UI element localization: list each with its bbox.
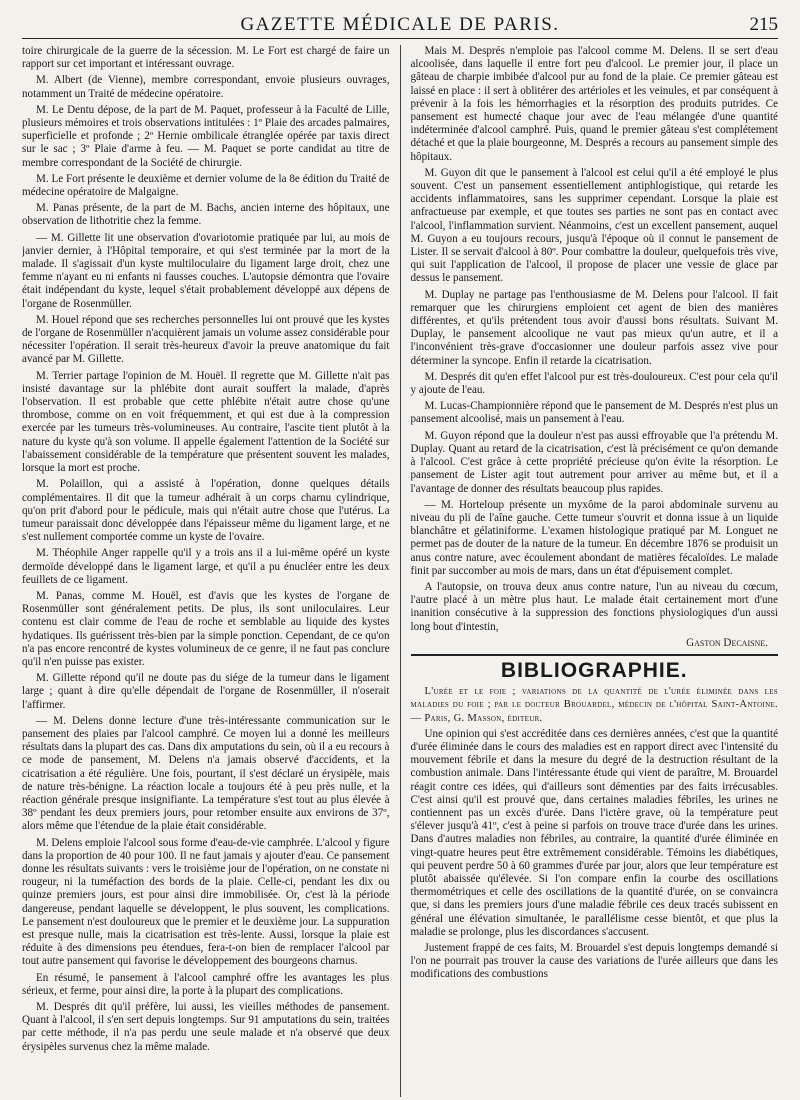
- bibliography-heading: BIBLIOGRAPHIE.: [500, 658, 688, 682]
- signature-text: Gaston Decaisne.: [686, 636, 768, 649]
- paragraph: M. Panas, comme M. Houël, est d'avis que les kystes de l'organe de Rosenmüller sont généralement petits. De plus, ils sont uniloculaires. Leur contenu est clair comme de l'eau de roche et semblable au liquide des kystes hydatiques. Ils guérissent très-bien par la simple ponction. Cependant, de ce qu'on n'a pas encore rencontré de kystes volumineux de ce genre, il ne faut pas conclure qu'il n'en puisse pas exister.: [22, 589, 390, 668]
- left-column: [22, 45, 400, 1097]
- paragraph: M. Duplay ne partage pas l'enthousiasme de M. Delens pour l'alcool. Il fait remarquer que les chirurgiens emploient cet agent de bien des manières différentes, et qu'ils prétendent tous avoir d'aussi bons résultats. Suivant M. Duplay, le pansement alcoolique ne vaut pas mieux qu'un autre, et il a l'inconvénient très-grave d'occasionner une douleur parfois assez vive pour déterminer la syncope. Enfin il retarde la cicatrisation.: [410, 288, 778, 367]
- paragraph: — M. Horteloup présente un myxôme de la paroi abdominale survenu au niveau du pli de l'aîne gauche. Cette tumeur s'ouvrit et donna issue à un liquide blanchâtre et gélatiniforme. L'examen histologique pratiqué par M. Longuet ne permet pas de douter de la nature de la tumeur. En décembre 1876 se produisit un anus contre nature, avec écoulement abondant de matières fécaloïdes. Le malade finit par succomber au mois de mars, dans un état d'épuisement complet.: [410, 498, 778, 577]
- paragraph: M. Panas présente, de la part de M. Bachs, ancien interne des hôpitaux, une observation de lithotritie chez la femme.: [22, 202, 390, 228]
- right-column: [400, 45, 779, 1097]
- paragraph: A l'autopsie, on trouva deux anus contre nature, l'un au niveau du cœcum, l'autre placé à un mètre plus haut. Le malade était certainement mort d'une inanition consécutive à la suppression des fonctions physiologiques d'un aussi long bout d'intestin,: [410, 580, 778, 633]
- paragraph: toire chirurgicale de la guerre de la sécession. M. Le Fort est chargé de faire un rapport sur cet important et intéressant ouvrage.: [22, 45, 390, 71]
- paragraph: — M. Delens donne lecture d'une très-intéressante communication sur le pansement des plaies par l'alcool camphré. Ce moyen lui a donné les meilleurs résultats dans la plupart des cas. Dans dix amputations du sein, où il a eu recours à ce mode de pansement, M. Delens n'a jamais observé d'accidents, et la cicatrisation a été régulière. Une fois, pourtant, il s'est déclaré un érysipèle, mais de nature très-bénigne. La réaction locale a toujours été à peu près nulle, et la réaction générale presque insignifiante. La température s'est tout au plus élevée à 38º pendant les deux premiers jours, pour retomber ensuite aux environs de 37º, alors même que l'étendue de la plaie était considérable.: [22, 714, 390, 833]
- masthead: [22, 12, 778, 39]
- page-number: 215: [749, 14, 778, 35]
- paragraph: M. Gillette répond qu'il ne doute pas du siége de la tumeur dans le ligament large ; quant à dire qu'elle dépendait de l'organe de Rosenmüller, il n'oserait l'affirmer.: [22, 672, 390, 711]
- bibliography-entry: [411, 685, 779, 725]
- paragraph: M. Lucas-Championnière répond que le pansement de M. Després n'est plus un pansement alcoolisé, mais un pansement à l'eau.: [410, 400, 778, 426]
- paragraph: M. Després dit qu'en effet l'alcool pur est très-douloureux. C'est pour cela qu'il y ajoute de l'eau.: [410, 370, 778, 397]
- journal-title: GAZETTE MÉDICALE DE PARIS.: [240, 14, 560, 35]
- paragraph: M. Le Dentu dépose, de la part de M. Paquet, professeur à la Faculté de Lille, plusieurs mémoires et trois observations intitulées : 1º Plaie des arcades palmaires, superficielle et profonde ; 2º Hernie ombilicale étranglée opérée par taxis direct sur le sac ; 3º Plaie d'arme à feu. — M. Paquet se porte candidat au titre de membre correspondant de la Société de chirurgie.: [22, 103, 390, 169]
- paragraph: Mais M. Després n'emploie pas l'alcool comme M. Delens. Il se sert d'eau alcoolisée, dans laquelle il entre fort peu d'alcool. Le premier jour, il place un gâteau de charpie imbibée d'alcool pur au fond de la plaie. Ce premier gâteau est laissé en place : il sert à oblitérer des artérioles et les veinules, et par conséquent à prévenir à la fois les hémorrhagies et la résorption des produits putrides. Ce pansement est humecté chaque jour avec de l'eau mélangée d'une quantité indéterminée d'alcool camphré. Puis, quand le premier gâteau s'est complétement détaché et que la plaie bourgeonne, M. Després a recours au pansement simple des hôpitaux.: [410, 45, 778, 163]
- paragraph: M. Albert (de Vienne), membre correspondant, envoie plusieurs ouvrages, notamment un Traité de médecine opératoire.: [22, 74, 390, 100]
- bibliography-entry-text: L'urée et le foie ; variations de la quantité de l'urée éliminée dans les maladies du foie ; par le docteur Brouardel, médecin de l'hôpital Saint-Antoine. — Paris, G. Masson, éditeur.: [410, 686, 778, 724]
- paragraph: M. Houel répond que ses recherches personnelles lui ont prouvé que les kystes de l'organe de Rosenmüller n'acquièrent jamais un volume assez considérable pour nécessiter l'opération. Il serait très-heureux d'avoir la preuve anatomique du fait avancé par M. Gillette.: [22, 313, 390, 366]
- paragraph: — M. Gillette lit une observation d'ovariotomie pratiquée par lui, au mois de janvier dernier, à l'Hôpital temporaire, et qui s'est terminée par la mort de la malade. Il s'agissait d'un kyste multiloculaire du ligament large droit, chez une femme n'ayant eu ni enfants ni fausses couches. L'autopsie démontra que l'ovaire était indépendant du kyste, lequel s'était probablement développé aux dépens de l'organe de Rosenmüller.: [22, 231, 390, 310]
- paragraph: M. Després dit qu'il préfère, lui aussi, les vieilles méthodes de pansement. Quant à l'alcool, il s'en sert depuis longtemps. Sur 91 amputations du sein, traitées par cette méthode, il n'a pas perdu une seule malade et n'a observé que deux érysipèles survenus chez la même malade.: [22, 1001, 390, 1053]
- paragraph: Justement frappé de ces faits, M. Brouardel s'est depuis longtemps demandé si l'on ne pourrait pas trouver la cause des variations de l'urée ailleurs que dans les modifications des combustions: [410, 942, 778, 981]
- paragraph: En résumé, le pansement à l'alcool camphré offre les avantages les plus sérieux, et ferme, pour ainsi dire, la porte à la plupart des complications.: [22, 971, 390, 997]
- section-divider: [411, 654, 779, 656]
- paragraph: M. Guyon répond que la douleur n'est pas aussi effroyable que l'a prétendu M. Duplay. Quant au retard de la cicatrisation, c'est là précisément ce qu'on demande à l'alcool. C'est grâce à cette propriété précieuse qu'on évite la résorption. Le pansement de Lister agit tout autrement pour arriver au même but, et il a l'avantage de donner des résultats beaucoup plus rapides.: [410, 429, 778, 495]
- paragraph: M. Le Fort présente le deuxième et dernier volume de la 8e édition du Traité de médecine opératoire de Malgaigne.: [22, 172, 390, 199]
- paragraph: M. Terrier partage l'opinion de M. Houël. Il regrette que M. Gillette n'ait pas insisté davantage sur la phlébite dont aurait souffert la malade, d'après l'observation. Il est probable que cette phlébite n'était autre chose qu'une thrombose, comme on en voit fréquemment, et qui est due à la compression exercée par les tumeurs très-volumineuses. Au contraire, l'ascite tient plutôt à la nature du kyste qu'à son volume. Il appelle également l'attention de la Société sur l'abaissement considérable de la température que présentent souvent les malades, lorsque la mort est proche.: [22, 369, 390, 475]
- paragraph: M. Théophile Anger rappelle qu'il y a trois ans il a lui-même opéré un kyste dermoïde développé dans le ligament large, et qu'il a pu énucléer entre les deux feuillets de ce ligament.: [22, 547, 390, 586]
- paragraph: M. Guyon dit que le pansement à l'alcool est celui qu'il a été employé le plus souvent. C'est un pansement essentiellement antiphlogistique, qui retarde les accidents inflammatoires, sans les supprimer cependant. Lorsque la plaie est anfractueuse par exemple, et que toutes ses parties ne sont pas en contact avec l'alcool, l'inflammation survient. Néanmoins, c'est un excellent pansement, auquel M. Guyon a eu toujours recours, jusqu'à l'époque où il connut le pansement de Lister. Il se servait d'alcool à 80º. Pour combattre la douleur, quelquefois très vive, qui suit l'application de l'alcool, il propose de placer une vessie de glace par dessus le pansement.: [410, 166, 778, 285]
- paragraph: Une opinion qui s'est accréditée dans ces dernières années, c'est que la quantité d'urée éliminée dans le cours des maladies est en rapport direct avec l'intensité du mouvement fébrile et dans la mesure du degré de la destruction résultant de la combustion animale. Dans l'intéressante étude qui vient de paraître, M. Brouardel réagit contre ces idées, qui d'ailleurs sont démenties par des faits irrécusables. C'est ainsi qu'il est prouvé que, dans certaines maladies fébriles, les urines ne contiennent pas un excès d'urée. Dans l'ictère grave, où la température peut s'élever jusqu'à 41º, c'est à peine si parfois on trouve trace d'urée dans les urines. Dans d'autres maladies non fébriles, au contraire, la quantité d'urée éliminée en vingt-quatre heures peut être extrêmement considérable. Témoins les diabétiques, qui peuvent perdre 50 à 60 grammes d'urée par jour, alors que leur température est plutôt abaissée qu'élevée. Si l'on compare enfin la courbe des oscillations thermométriques et celle des oscillations de la quantité d'urée, on se convaincra que, si dans les premiers jours d'une maladie fébrile ces deux tracés subissent en général une élévation simultanée, le parallélisme cesse bientôt, et que plus la maladie se prolonge, plus les discordances s'accusent.: [410, 727, 778, 938]
- columns: [22, 45, 778, 1097]
- author-signature: [411, 637, 769, 650]
- paragraph: M. Delens emploie l'alcool sous forme d'eau-de-vie camphrée. L'alcool y figure dans la proportion de 40 pour 100. Il ne faut jamais y ajouter d'eau. Ce pansement donne les résultats suivants : vers le troisième jour de l'opération, on ne constate ni rougeur, ni la tuméfaction des bords de la plaie. Celle-ci, pendant les dix ou quinze premiers jours, est pour ainsi dire immobilisée. Or, c'est là la période dangereuse, pendant laquelle se développent, le plus souvent, les complications. Le pansement n'est douloureux que le premier et le deuxième jour. La suppuration est presque nulle, mais la cicatrisation est très-lente. Aussi, lorsque la plaie est réduite à des dimensions peu étendues, fera-t-on bien de remplacer l'alcool par tout autre pansement qui favorise le développement des bourgeons charnus.: [22, 836, 390, 968]
- paragraph: M. Polaillon, qui a assisté à l'opération, donne quelques détails complémentaires. Il dit que la tumeur adhérait à un corps charnu cylindrique, qu'on prit d'abord pour le pédicule, mais qui n'était autre chose que l'utérus. La tumeur paraissait donc développée dans l'épaisseur même du ligament large, et ne s'est nullement comportée comme un kyste de l'ovaire.: [22, 478, 390, 544]
